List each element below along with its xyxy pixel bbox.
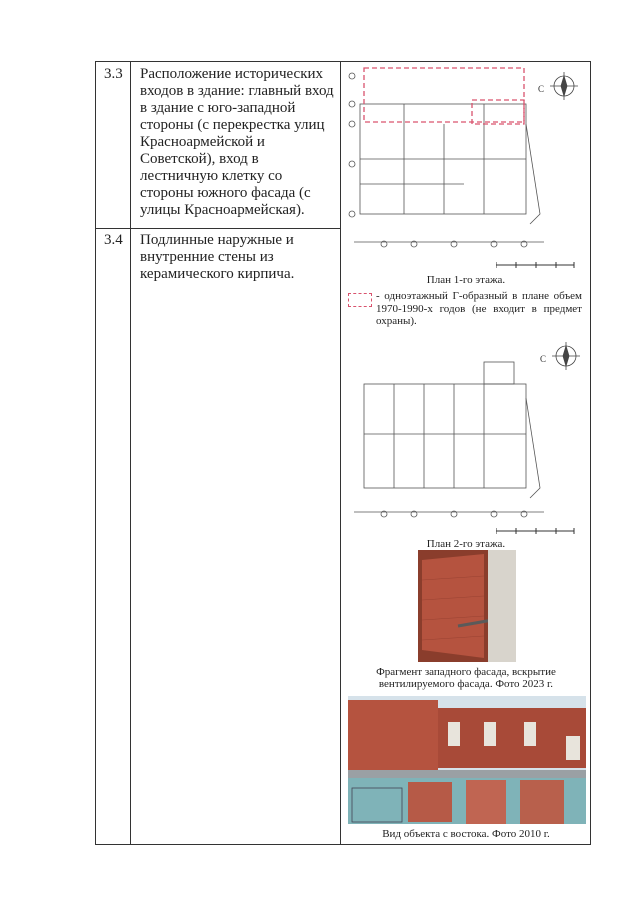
legend-text: - одноэтажный Г-образный в плане объем 1970-1990-х годов (не входит в предмет охраны). bbox=[376, 290, 582, 327]
facade-fragment-photo bbox=[418, 550, 516, 662]
scale-bar bbox=[496, 526, 576, 536]
photo2-caption: Вид объекта с востока. Фото 2010 г. bbox=[382, 828, 550, 840]
column-divider bbox=[340, 62, 341, 844]
east-view-photo bbox=[348, 696, 586, 824]
compass-icon bbox=[550, 72, 578, 100]
row-description: Подлинные наружные и внутренние стены из керамического кирпича. bbox=[140, 232, 295, 282]
row-divider bbox=[96, 228, 340, 229]
floor-plan-1 bbox=[344, 64, 588, 254]
document-table bbox=[95, 61, 591, 845]
photo1-caption: Фрагмент западного фасада, вскрытие вентилируемого фасада. Фото 2023 г. bbox=[376, 666, 556, 690]
svg-text:С: С bbox=[538, 84, 545, 94]
floor-plan-2 bbox=[344, 338, 588, 528]
plan1-caption: План 1-го этажа. bbox=[426, 274, 506, 286]
svg-text:С: С bbox=[540, 354, 547, 364]
row-description: Расположение исторических входов в здание: главный вход в здание с юго-западной стороны (с перекрестка улиц Красноармейской и Советской), вход в лестничную клетку со стороны южного фасада (с улицы Красноармейская). bbox=[140, 66, 334, 218]
plan2-caption: План 2-го этажа. bbox=[426, 538, 506, 550]
column-divider bbox=[130, 62, 131, 844]
compass-icon bbox=[552, 342, 580, 370]
row-number: 3.3 bbox=[104, 66, 123, 82]
row-number: 3.4 bbox=[104, 232, 123, 248]
legend-swatch bbox=[348, 293, 372, 307]
scale-bar bbox=[496, 260, 576, 270]
